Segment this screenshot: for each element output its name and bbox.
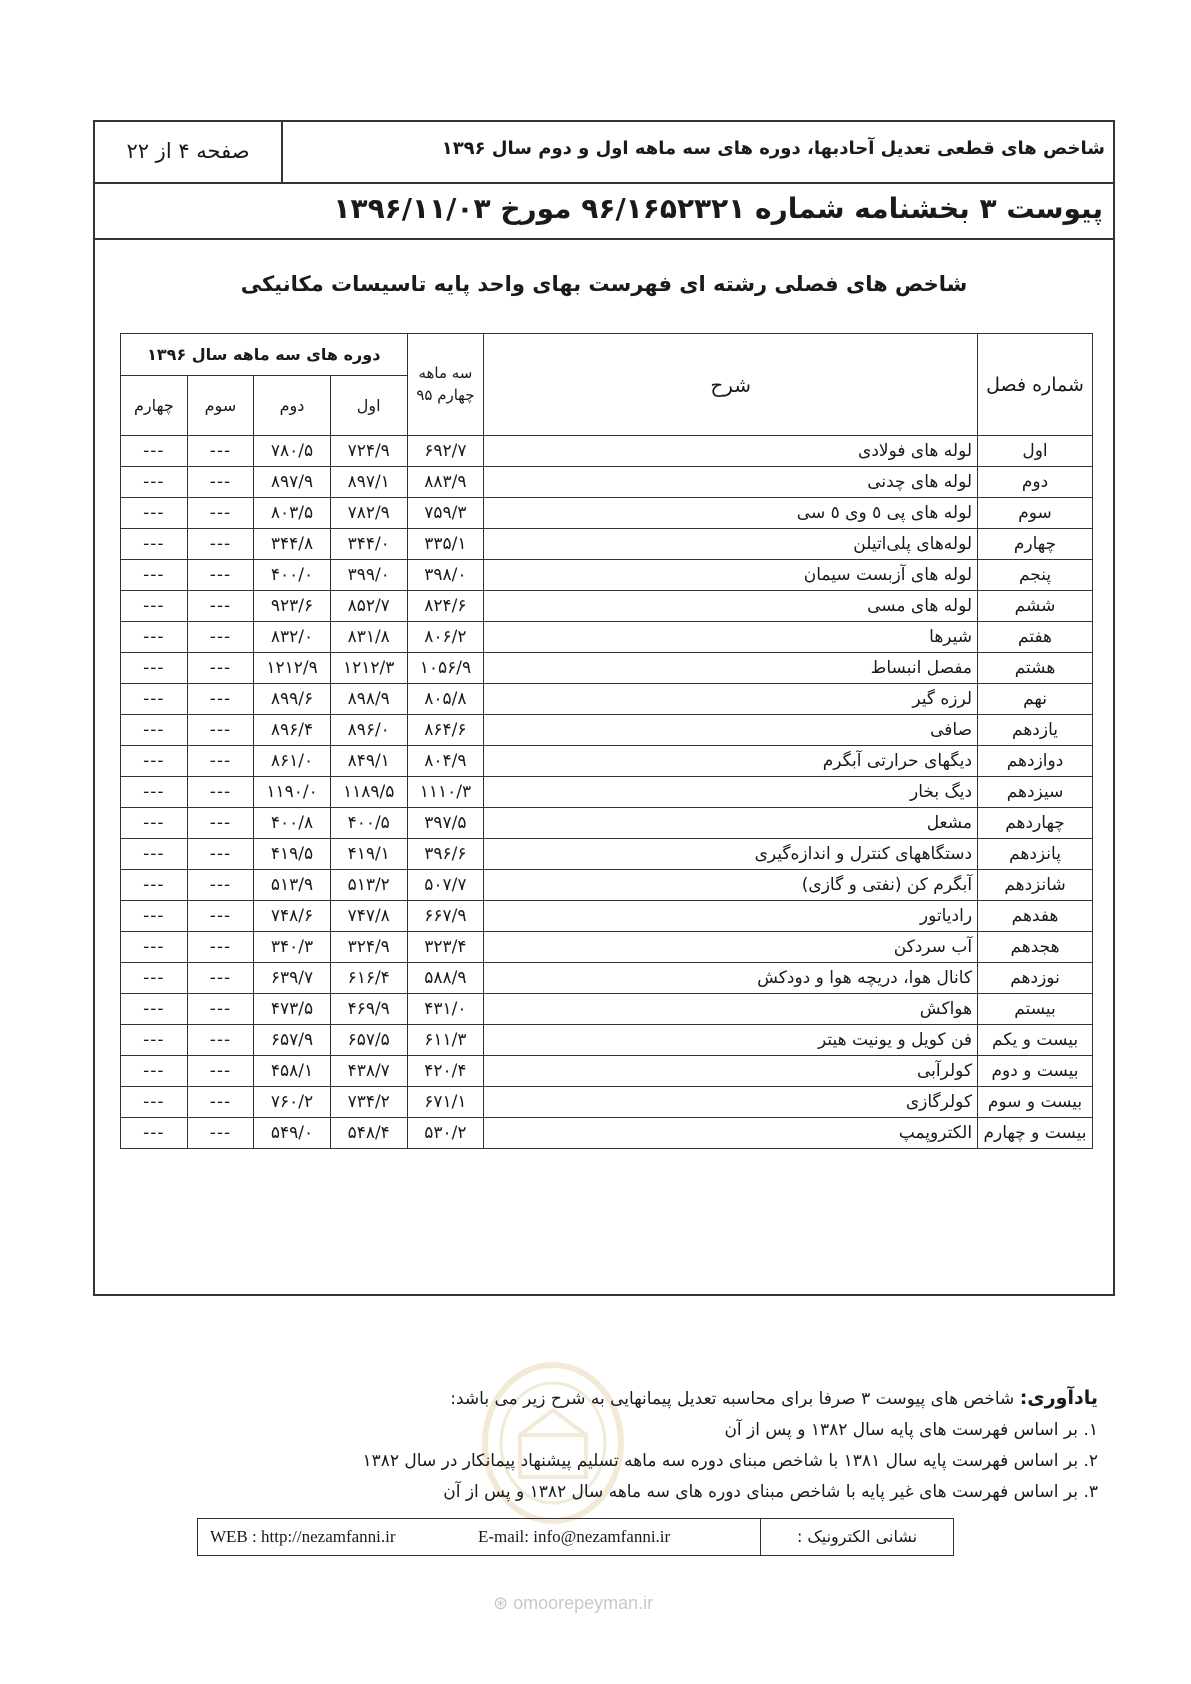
cell-q4-95: ۸۰۶/۲ xyxy=(407,622,484,653)
cell-chapter: پانزدهم xyxy=(978,839,1093,870)
cell-q4-95: ۸۶۴/۶ xyxy=(407,715,484,746)
cell-description: لوله های آزبست سیمان xyxy=(484,560,978,591)
cell-description: لوله های فولادی xyxy=(484,436,978,467)
cell-q4: --- xyxy=(121,684,188,715)
cell-q4-95: ۶۹۲/۷ xyxy=(407,436,484,467)
cell-q4-95: ۷۵۹/۳ xyxy=(407,498,484,529)
table-row xyxy=(121,963,1093,994)
cell-q4-95: ۵۸۸/۹ xyxy=(407,963,484,994)
cell-q3: --- xyxy=(187,808,253,839)
cell-q2: ۷۶۰/۲ xyxy=(254,1087,331,1118)
cell-q3: --- xyxy=(187,994,253,1025)
cell-q2: ۵۴۹/۰ xyxy=(254,1118,331,1149)
cell-q2: ۸۹۹/۶ xyxy=(254,684,331,715)
cell-chapter: سیزدهم xyxy=(978,777,1093,808)
cell-q3: --- xyxy=(187,622,253,653)
cell-q2: ۴۰۰/۰ xyxy=(254,560,331,591)
cell-chapter: هشتم xyxy=(978,653,1093,684)
document-frame xyxy=(93,120,1115,1296)
table-row xyxy=(121,1087,1093,1118)
watermark-text: ⊛ omoorepeyman.ir xyxy=(493,1593,654,1613)
cell-q2: ۱۱۹۰/۰ xyxy=(254,777,331,808)
table-row xyxy=(121,1025,1093,1056)
cell-q2: ۷۴۸/۶ xyxy=(254,901,331,932)
cell-q3: --- xyxy=(187,1056,253,1087)
cell-description: کولرآبی xyxy=(484,1056,978,1087)
cell-q4-95: ۸۲۴/۶ xyxy=(407,591,484,622)
cell-chapter: دوم xyxy=(978,467,1093,498)
cell-description: کانال هوا، دریچه هوا و دودکش xyxy=(484,963,978,994)
cell-description: لوله های مسی xyxy=(484,591,978,622)
cell-description: شیرها xyxy=(484,622,978,653)
cell-q1: ۴۰۰/۵ xyxy=(330,808,407,839)
cell-q4: --- xyxy=(121,808,188,839)
cell-q4: --- xyxy=(121,715,188,746)
cell-q4: --- xyxy=(121,436,188,467)
cell-chapter: بیست و چهارم xyxy=(978,1118,1093,1149)
cell-q1: ۳۹۹/۰ xyxy=(330,560,407,591)
header-period-group: دوره های سه ماهه سال ۱۳۹۶ xyxy=(121,334,408,376)
cell-q4-95: ۸۰۵/۸ xyxy=(407,684,484,715)
cell-q4-95: ۴۲۰/۴ xyxy=(407,1056,484,1087)
note-item: ۳. بر اساس فهرست های غیر پایه با شاخص مبنای دوره های سه ماهه سال ۱۳۸۲ و پس از آن xyxy=(443,1482,1098,1502)
cell-q4-95: ۳۲۳/۴ xyxy=(407,932,484,963)
table-row xyxy=(121,1118,1093,1149)
cell-chapter: هفتم xyxy=(978,622,1093,653)
appendix-title: پیوست ۳ بخشنامه شماره ۹۶/۱۶۵۲۳۲۱ مورخ ۱۳۹۶/۱۱/۰۳ xyxy=(333,192,1103,225)
table-row xyxy=(121,467,1093,498)
cell-chapter: شانزدهم xyxy=(978,870,1093,901)
table-row xyxy=(121,653,1093,684)
contact-box xyxy=(197,1518,954,1556)
cell-q4-95: ۳۹۷/۵ xyxy=(407,808,484,839)
cell-q3: --- xyxy=(187,591,253,622)
cell-q3: --- xyxy=(187,1118,253,1149)
cell-q1: ۵۱۳/۲ xyxy=(330,870,407,901)
cell-description: لوله‌های پلی‌اتیلن xyxy=(484,529,978,560)
cell-q2: ۸۶۱/۰ xyxy=(254,746,331,777)
cell-q4: --- xyxy=(121,529,188,560)
cell-q1: ۷۲۴/۹ xyxy=(330,436,407,467)
cell-q3: --- xyxy=(187,498,253,529)
cell-q4: --- xyxy=(121,591,188,622)
cell-q1: ۸۴۹/۱ xyxy=(330,746,407,777)
cell-q2: ۶۳۹/۷ xyxy=(254,963,331,994)
cell-q4: --- xyxy=(121,932,188,963)
contact-email[interactable]: E-mail: info@nezamfanni.ir xyxy=(478,1527,671,1546)
cell-q2: ۸۳۲/۰ xyxy=(254,622,331,653)
cell-q4-95: ۱۰۵۶/۹ xyxy=(407,653,484,684)
cell-q1: ۳۴۴/۰ xyxy=(330,529,407,560)
cell-chapter: پنجم xyxy=(978,560,1093,591)
cell-q4: --- xyxy=(121,901,188,932)
cell-q2: ۳۴۴/۸ xyxy=(254,529,331,560)
cell-chapter: چهاردهم xyxy=(978,808,1093,839)
header-q3: سوم xyxy=(187,376,253,436)
cell-q1: ۴۳۸/۷ xyxy=(330,1056,407,1087)
appendix-row xyxy=(95,184,1113,240)
header-row xyxy=(95,122,1113,184)
cell-chapter: چهارم xyxy=(978,529,1093,560)
table-row xyxy=(121,994,1093,1025)
cell-description: آب سردکن xyxy=(484,932,978,963)
cell-q4: --- xyxy=(121,467,188,498)
cell-q3: --- xyxy=(187,467,253,498)
cell-q2: ۸۰۳/۵ xyxy=(254,498,331,529)
table-row xyxy=(121,808,1093,839)
cell-description: آبگرم کن (نفتی و گازی) xyxy=(484,870,978,901)
cell-q1: ۸۳۱/۸ xyxy=(330,622,407,653)
cell-q2: ۹۲۳/۶ xyxy=(254,591,331,622)
cell-q2: ۸۹۶/۴ xyxy=(254,715,331,746)
table-body xyxy=(121,436,1093,1149)
table-row xyxy=(121,591,1093,622)
cell-description: لرزه گیر xyxy=(484,684,978,715)
cell-q2: ۶۵۷/۹ xyxy=(254,1025,331,1056)
cell-q4-95: ۶۷۱/۱ xyxy=(407,1087,484,1118)
cell-q1: ۴۱۹/۱ xyxy=(330,839,407,870)
cell-description: مفصل انبساط xyxy=(484,653,978,684)
document-title: شاخص های قطعی تعدیل آحادبها، دوره های سه ماهه اول و دوم سال ۱۳۹۶ xyxy=(441,138,1105,159)
cell-q3: --- xyxy=(187,746,253,777)
table-row xyxy=(121,746,1093,777)
table-row xyxy=(121,684,1093,715)
cell-q4: --- xyxy=(121,560,188,591)
cell-chapter: ششم xyxy=(978,591,1093,622)
index-table xyxy=(120,333,1093,1149)
cell-description: دیگ بخار xyxy=(484,777,978,808)
cell-chapter: بیست و سوم xyxy=(978,1087,1093,1118)
cell-q3: --- xyxy=(187,1025,253,1056)
cell-description: مشعل xyxy=(484,808,978,839)
cell-description: دستگاههای کنترل و اندازه‌گیری xyxy=(484,839,978,870)
cell-q4-95: ۱۱۱۰/۳ xyxy=(407,777,484,808)
cell-chapter: نوزدهم xyxy=(978,963,1093,994)
cell-chapter: هجدهم xyxy=(978,932,1093,963)
cell-q3: --- xyxy=(187,560,253,591)
cell-q3: --- xyxy=(187,653,253,684)
cell-q4: --- xyxy=(121,1118,188,1149)
notes-intro: شاخص های پیوست ۳ صرفا برای محاسبه تعدیل پیمانهایی به شرح زیر می باشد: xyxy=(450,1389,1015,1409)
table-row xyxy=(121,932,1093,963)
notes-label: یادآوری: xyxy=(1019,1387,1098,1409)
cell-chapter: بیست و یکم xyxy=(978,1025,1093,1056)
table-row xyxy=(121,901,1093,932)
table-row xyxy=(121,498,1093,529)
cell-description: هواکش xyxy=(484,994,978,1025)
cell-q3: --- xyxy=(187,932,253,963)
cell-q4: --- xyxy=(121,777,188,808)
cell-q3: --- xyxy=(187,777,253,808)
cell-q2: ۴۰۰/۸ xyxy=(254,808,331,839)
cell-q2: ۱۲۱۲/۹ xyxy=(254,653,331,684)
cell-q3: --- xyxy=(187,839,253,870)
cell-q1: ۶۱۶/۴ xyxy=(330,963,407,994)
cell-q4: --- xyxy=(121,1056,188,1087)
cell-q2: ۴۱۹/۵ xyxy=(254,839,331,870)
cell-chapter: اول xyxy=(978,436,1093,467)
cell-description: لوله های پی ٥ وی ٥ سی xyxy=(484,498,978,529)
cell-q4: --- xyxy=(121,1025,188,1056)
cell-q4: --- xyxy=(121,498,188,529)
cell-q2: ۳۴۰/۳ xyxy=(254,932,331,963)
cell-q2: ۴۷۳/۵ xyxy=(254,994,331,1025)
cell-q1: ۷۴۷/۸ xyxy=(330,901,407,932)
page-number: صفحه ۴ از ۲۲ xyxy=(95,122,283,182)
cell-q4-95: ۸۸۳/۹ xyxy=(407,467,484,498)
header-q4-95 xyxy=(407,334,484,436)
cell-q2: ۷۸۰/۵ xyxy=(254,436,331,467)
header-description: شرح xyxy=(484,334,978,436)
cell-chapter: بیست و دوم xyxy=(978,1056,1093,1087)
cell-q4-95: ۶۱۱/۳ xyxy=(407,1025,484,1056)
cell-q1: ۷۳۴/۲ xyxy=(330,1087,407,1118)
cell-q1: ۸۹۷/۱ xyxy=(330,467,407,498)
cell-description: صافی xyxy=(484,715,978,746)
cell-q1: ۵۴۸/۴ xyxy=(330,1118,407,1149)
cell-q1: ۱۲۱۲/۳ xyxy=(330,653,407,684)
cell-q2: ۵۱۳/۹ xyxy=(254,870,331,901)
cell-chapter: هفدهم xyxy=(978,901,1093,932)
table-row xyxy=(121,560,1093,591)
notes-intro-line xyxy=(98,1383,1098,1415)
cell-q3: --- xyxy=(187,684,253,715)
cell-description: رادیاتور xyxy=(484,901,978,932)
cell-q1: ۸۹۶/۰ xyxy=(330,715,407,746)
cell-q4-95: ۴۳۱/۰ xyxy=(407,994,484,1025)
cell-q1: ۷۸۲/۹ xyxy=(330,498,407,529)
watermark-url: omoorepeyman.ir xyxy=(513,1593,654,1613)
cell-q4-95: ۳۹۶/۶ xyxy=(407,839,484,870)
cell-q4-95: ۵۳۰/۲ xyxy=(407,1118,484,1149)
table-row xyxy=(121,777,1093,808)
cell-description: دیگهای حرارتی آبگرم xyxy=(484,746,978,777)
cell-q4: --- xyxy=(121,746,188,777)
cell-q1: ۸۹۸/۹ xyxy=(330,684,407,715)
notes-section xyxy=(98,1383,1098,1508)
cell-q4: --- xyxy=(121,870,188,901)
table-row xyxy=(121,839,1093,870)
table-row xyxy=(121,622,1093,653)
header-q2: دوم xyxy=(254,376,331,436)
note-item: ۱. بر اساس فهرست های پایه سال ۱۳۸۲ و پس از آن xyxy=(724,1420,1098,1440)
cell-q3: --- xyxy=(187,436,253,467)
cell-q4-95: ۶۶۷/۹ xyxy=(407,901,484,932)
cell-q4: --- xyxy=(121,622,188,653)
cell-q3: --- xyxy=(187,901,253,932)
contact-web[interactable]: WEB : http://nezamfanni.ir xyxy=(210,1527,396,1546)
table-title: شاخص های فصلی رشته ای فهرست بهای واحد پایه تاسیسات مکانیکی xyxy=(240,272,968,296)
header-q1: اول xyxy=(330,376,407,436)
cell-chapter: سوم xyxy=(978,498,1093,529)
cell-q3: --- xyxy=(187,529,253,560)
table-row xyxy=(121,436,1093,467)
cell-q3: --- xyxy=(187,715,253,746)
cell-q1: ۳۲۴/۹ xyxy=(330,932,407,963)
cell-q1: ۴۶۹/۹ xyxy=(330,994,407,1025)
table-row xyxy=(121,1056,1093,1087)
table-row xyxy=(121,715,1093,746)
cell-chapter: بیستم xyxy=(978,994,1093,1025)
cell-q1: ۶۵۷/۵ xyxy=(330,1025,407,1056)
cell-description: فن کویل و یونیت هیتر xyxy=(484,1025,978,1056)
cell-q4: --- xyxy=(121,994,188,1025)
cell-chapter: نهم xyxy=(978,684,1093,715)
cell-q4-95: ۳۳۵/۱ xyxy=(407,529,484,560)
cell-q4: --- xyxy=(121,653,188,684)
cell-description: الکتروپمپ xyxy=(484,1118,978,1149)
table-row xyxy=(121,529,1093,560)
cell-description: کولرگازی xyxy=(484,1087,978,1118)
cell-q2: ۴۵۸/۱ xyxy=(254,1056,331,1087)
cell-chapter: یازدهم xyxy=(978,715,1093,746)
cell-q1: ۱۱۸۹/۵ xyxy=(330,777,407,808)
header-q4-95-line1: سه ماهه xyxy=(418,363,473,382)
cell-q1: ۸۵۲/۷ xyxy=(330,591,407,622)
cell-q3: --- xyxy=(187,1087,253,1118)
header-chapter: شماره فصل xyxy=(978,334,1093,436)
cell-q3: --- xyxy=(187,963,253,994)
cell-q4-95: ۳۹۸/۰ xyxy=(407,560,484,591)
cell-q2: ۸۹۷/۹ xyxy=(254,467,331,498)
cell-chapter: دوازدهم xyxy=(978,746,1093,777)
header-q4: چهارم xyxy=(121,376,188,436)
cell-description: لوله های چدنی xyxy=(484,467,978,498)
table-row xyxy=(121,870,1093,901)
cell-q4: --- xyxy=(121,963,188,994)
cell-q4: --- xyxy=(121,839,188,870)
cell-q4: --- xyxy=(121,1087,188,1118)
header-q4-95-line2: چهارم ۹۵ xyxy=(416,385,475,404)
contact-label: نشانی الکترونیک : xyxy=(760,1519,953,1555)
cell-q4-95: ۸۰۴/۹ xyxy=(407,746,484,777)
note-item: ۲. بر اساس فهرست پایه سال ۱۳۸۱ با شاخص مبنای دوره سه ماهه تسلیم پیشنهاد پیمانکار در سال ۱۳۸۲ xyxy=(362,1451,1098,1471)
cell-q4-95: ۵۰۷/۷ xyxy=(407,870,484,901)
cell-q3: --- xyxy=(187,870,253,901)
